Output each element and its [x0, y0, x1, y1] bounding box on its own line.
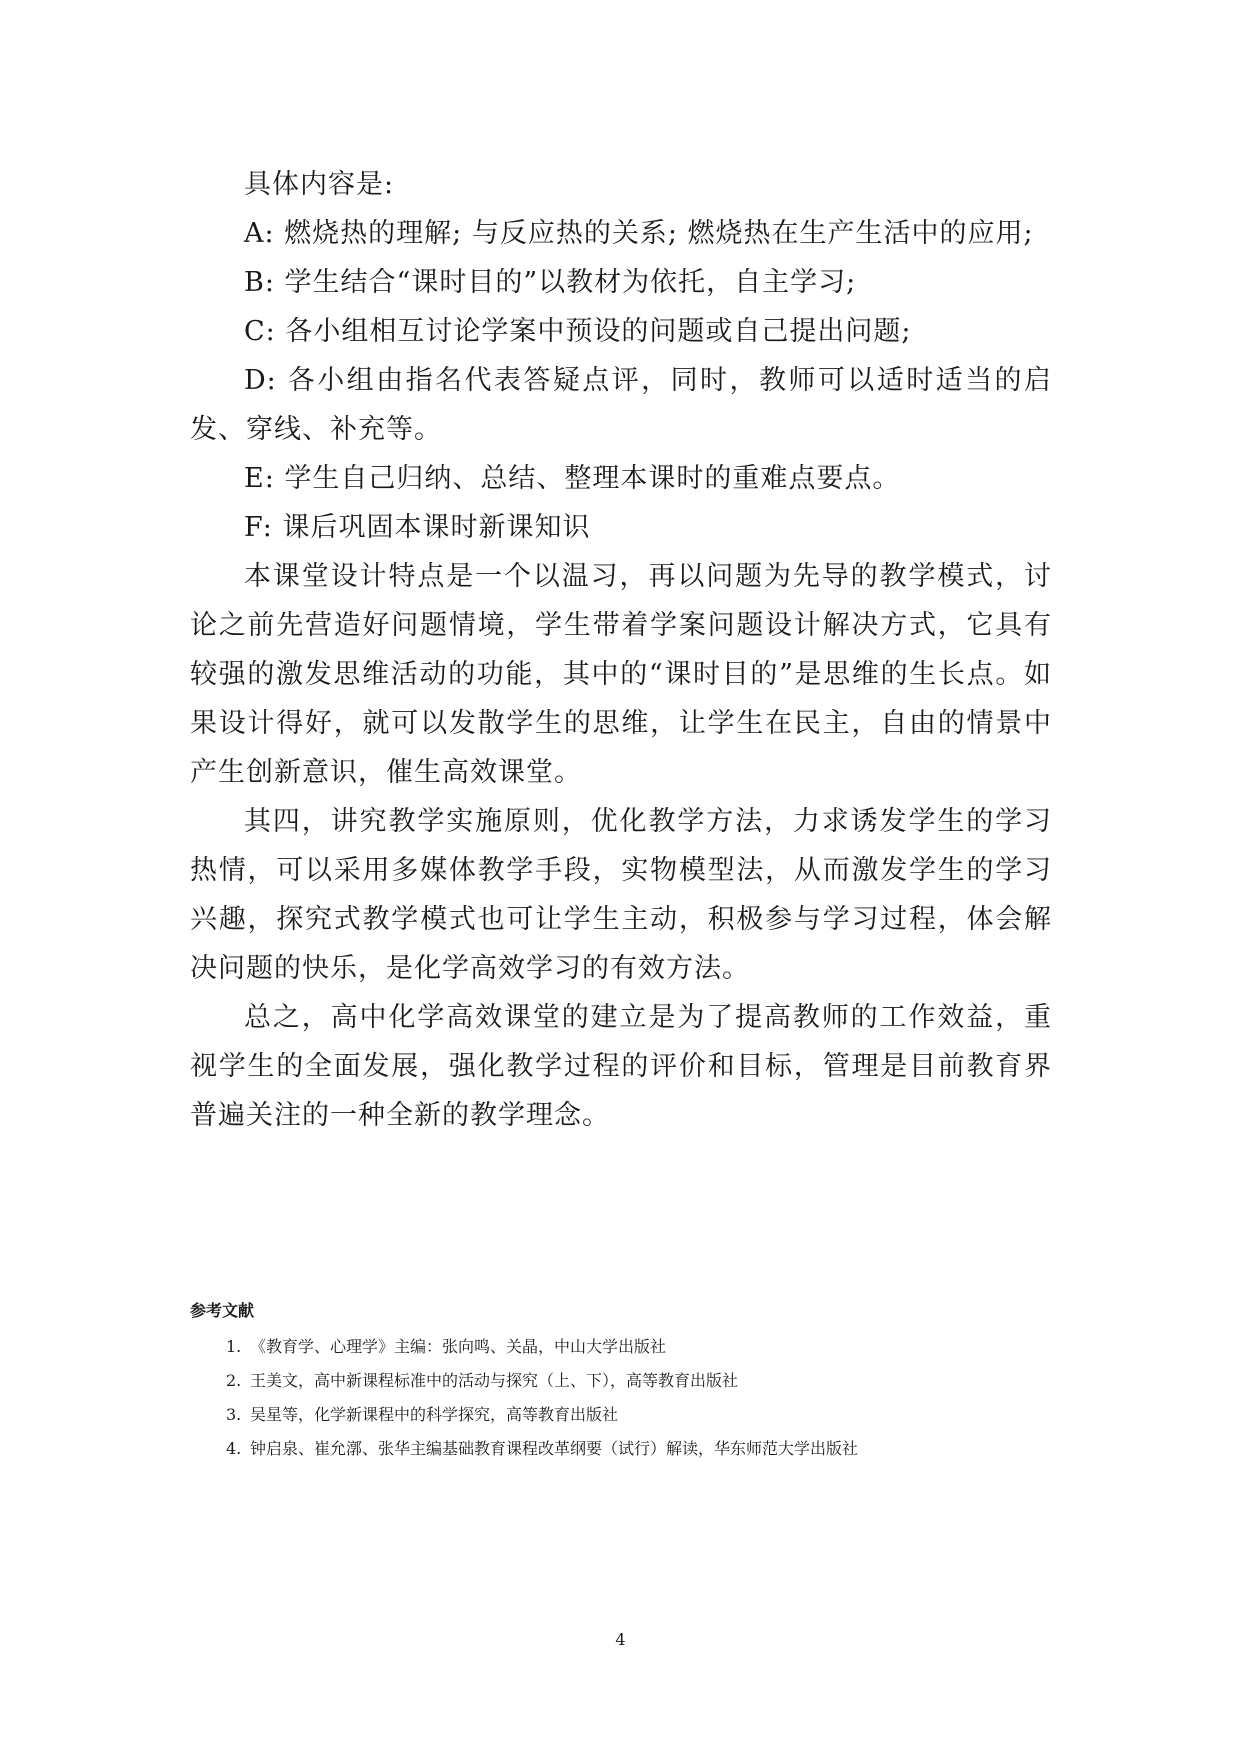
reference-item [226, 1432, 1052, 1466]
reference-number: 3. [226, 1405, 242, 1424]
paragraph: 具体内容是: [244, 169, 395, 200]
paragraph: F: 课后巩固本课时新课知识 [244, 512, 591, 543]
page-number: 4 [615, 1630, 626, 1649]
body-text [190, 160, 1052, 1140]
reference-text: 王美文，高中新课程标准中的活动与探究（上、下），高等教育出版社 [250, 1371, 739, 1390]
paragraph: A: 燃烧热的理解; 与反应热的关系; 燃烧热在生产生活中的应用; [244, 218, 1034, 249]
paragraph: C: 各小组相互讨论学案中预设的问题或自己提出问题; [244, 316, 912, 347]
paragraph: 其四，讲究教学实施原则，优化教学方法，力求诱发学生的学习热情，可以采用多媒体教学手段，实物模型法，从而激发学生的学习兴趣，探究式教学模式也可让学生主动，积极参与学习过程，体会解决问题的快乐，是化学高效学习的有效方法。 [190, 806, 1052, 984]
reference-item [226, 1398, 1052, 1432]
references-title: 参考文献 [190, 1301, 255, 1320]
reference-text: 吴星等，化学新课程中的科学探究，高等教育出版社 [250, 1405, 619, 1424]
references-section [190, 1300, 1052, 1466]
reference-text: 《教育学、心理学》主编：张向鸣、关晶，中山大学出版社 [250, 1337, 667, 1356]
reference-number: 2. [226, 1371, 242, 1390]
reference-item [226, 1330, 1052, 1364]
references-list [190, 1330, 1052, 1466]
reference-number: 1. [226, 1337, 242, 1356]
reference-text: 钟启泉、崔允漷、张华主编基础教育课程改革纲要（试行）解读，华东师范大学出版社 [250, 1439, 859, 1458]
paragraph: D: 各小组由指名代表答疑点评，同时，教师可以适时适当的启发、穿线、补充等。 [190, 365, 1052, 445]
paragraph: 总之，高中化学高效课堂的建立是为了提高教师的工作效益，重视学生的全面发展，强化教学过程的评价和目标，管理是目前教育界普遍关注的一种全新的教学理念。 [190, 1002, 1052, 1131]
reference-item [226, 1364, 1052, 1398]
paragraph: B: 学生结合“课时目的”以教材为依托，自主学习; [244, 267, 857, 298]
paragraph: E: 学生自己归纳、总结、整理本课时的重难点要点。 [244, 463, 901, 494]
paragraph: 本课堂设计特点是一个以温习，再以问题为先导的教学模式，讨论之前先营造好问题情境，学生带着学案问题设计解决方式，它具有较强的激发思维活动的功能，其中的“课时目的”是思维的生长点。如果设计得好，就可以发散学生的思维，让学生在民主，自由的情景中产生创新意识，催生高效课堂。 [190, 561, 1052, 788]
reference-number: 4. [226, 1439, 242, 1458]
